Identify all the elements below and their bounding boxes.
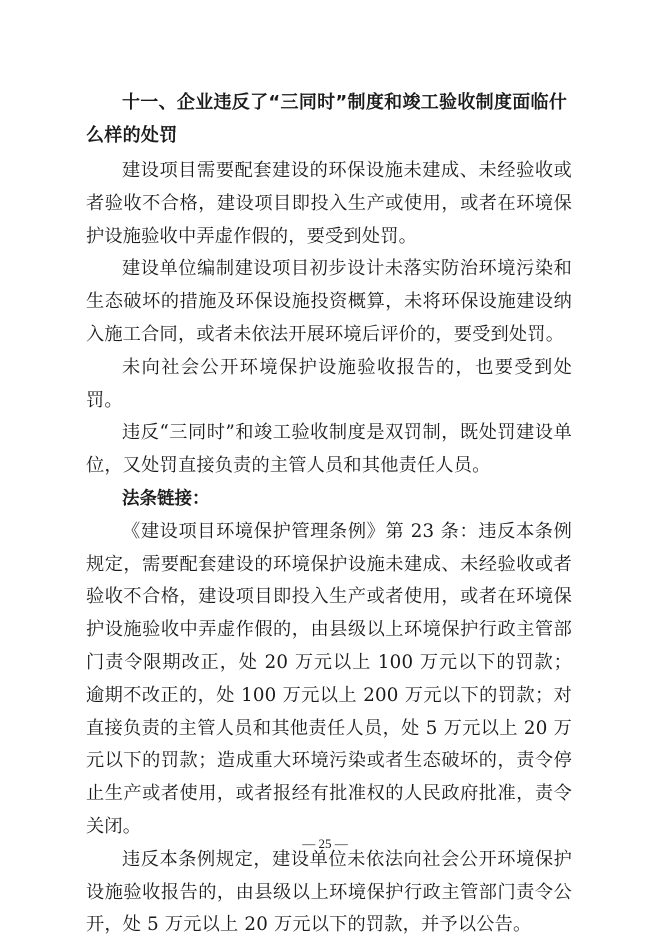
paragraph-disclosure-penalty: 违反本条例规定，建设单位未依法向社会公开环境保护设施验收报告的，由县级以上环境保护行政主管部门责令公开，处 5 万元以上 20 万元以下的罚款，并予以公告。 bbox=[86, 848, 572, 936]
paragraph-penalty-conditions: 建设项目需要配套建设的环保设施未建成、未经验收或者验收不合格，建设项目即投入生产或使用，或者在环境保护设施验收中弄虚作假的，要受到处罚。 bbox=[86, 160, 572, 247]
paragraph-dual-penalty: 违反“三同时”和竣工验收制度是双罚制，既处罚建设单位，又处罚直接负责的主管人员和其他责任人员。 bbox=[86, 422, 572, 477]
page-number: — 25 — bbox=[302, 836, 348, 851]
paragraph-design-obligations: 建设单位编制建设项目初步设计未落实防治环境污染和生态破坏的措施及环保设施投资概算，未将环保设施建设纳入施工合同，或者未依法开展环境后评价的，要受到处罚。 bbox=[86, 258, 572, 345]
paragraph-disclosure: 未向社会公开环境保护设施验收报告的，也要受到处罚。 bbox=[86, 356, 572, 411]
document-body bbox=[86, 86, 572, 942]
law-link-heading: 法条链接： bbox=[122, 488, 210, 509]
paragraph-article-23: 《建设项目环境保护管理条例》第 23 条：违反本条例规定，需要配套建设的环境保护设施未建成、未经验收或者验收不合格，建设项目即投入生产或者使用，或者在环境保护设施验收中弄虚作假的，由县级以上环境保护行政主管部门责令限期改正，处 20 万元以上 100 万元以下的罚款；逾期不改正的，处 100 万元以上 200 万元以下的罚款；对直接负责的主管人员和其他责任人员，处 5 万元以上 20 万元以下的罚款；造成重大环境污染或者生态破坏的，责令停止生产或者使用，或者报经有批准权的人民政府批准，责令关闭。 bbox=[86, 520, 572, 837]
section-heading: 十一、企业违反了“三同时”制度和竣工验收制度面临什么样的处罚 bbox=[86, 92, 568, 146]
